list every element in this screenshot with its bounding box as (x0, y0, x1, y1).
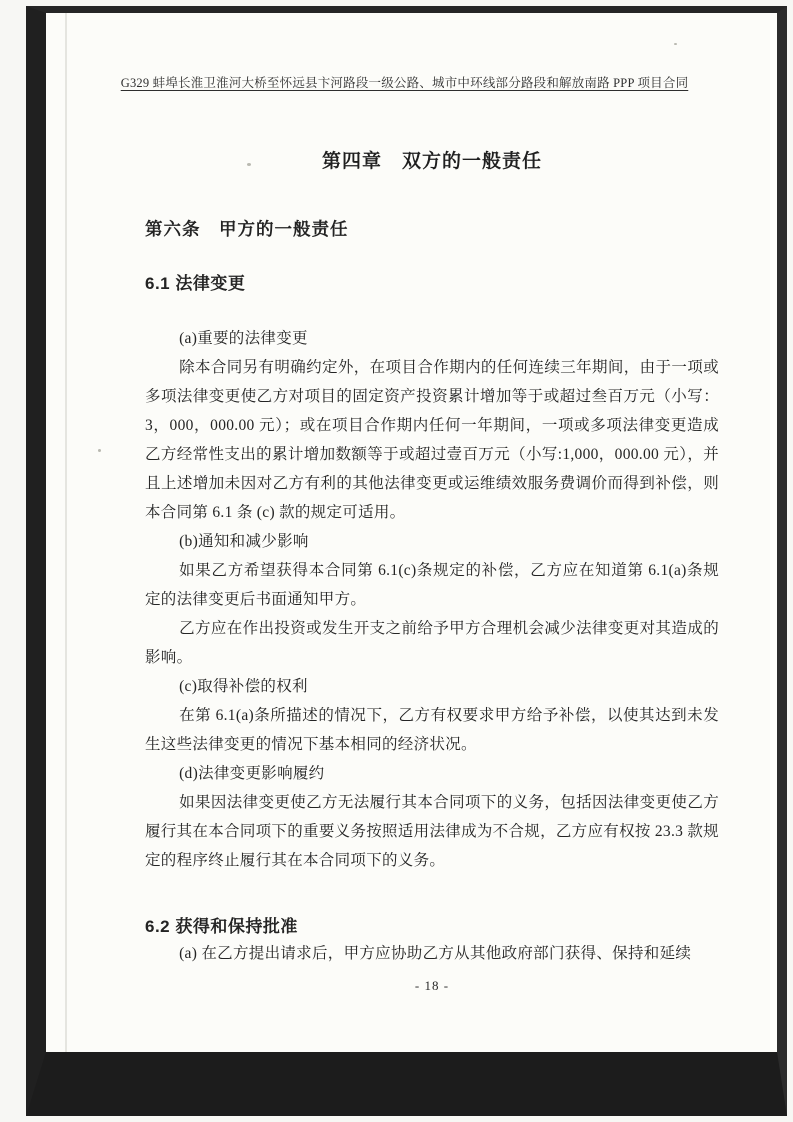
subsection-6-1-body (145, 324, 719, 875)
subsection-6-2-title: 6.2 获得和保持批准 (145, 917, 298, 936)
document-header-title: G329 蚌埠长淮卫淮河大桥至怀远县卞河路段一级公路、城市中环线部分路段和解放南路 PPP 项目合同 (120, 76, 689, 90)
clause-a-paragraph: 除本合同另有明确约定外，在项目合作期内的任何连续三年期间，由于一项或多项法律变更使乙方对项目的固定资产投资累计增加等于或超过叁百万元（小写：3，000，000.00 元）；或在项目合作期内任何一年期间，一项或多项法律变更造成乙方经常性支出的累计增加数额等于或超过壹百万元（小写:1,000，000.00 元），并且上述增加未因对乙方有利的其他法律变更或运维绩效服务费调价而得到补偿，则本合同第 6.1 条 (c) 款的规定可适用。 (145, 359, 719, 521)
clause-c-heading: (c)取得补偿的权利 (179, 678, 308, 695)
clause-6-2-a-paragraph: (a) 在乙方提出请求后，甲方应协助乙方从其他政府部门获得、保持和延续 (179, 945, 692, 962)
section-6-title: 第六条 甲方的一般责任 (145, 219, 349, 239)
scan-speck (247, 163, 251, 166)
page-edge-shadow (65, 13, 67, 1052)
clause-c-paragraph: 在第 6.1(a)条所描述的情况下，乙方有权要求甲方给予补偿，以使其达到未发生这些法律变更的情况下基本相同的经济状况。 (145, 707, 719, 753)
clause-d-heading: (d)法律变更影响履约 (179, 765, 325, 782)
scan-speck (98, 449, 101, 452)
chapter-title: 第四章 双方的一般责任 (321, 151, 542, 172)
page-content (46, 149, 777, 995)
clause-b-paragraph-2: 乙方应在作出投资或发生开支之前给予甲方合理机会减少法律变更对其造成的影响。 (145, 620, 719, 666)
clause-b-heading: (b)通知和减少影响 (179, 533, 309, 550)
page-number: - 18 - (414, 978, 450, 993)
clause-a-heading: (a)重要的法律变更 (179, 330, 308, 347)
subsection-6-1-title: 6.1 法律变更 (145, 274, 246, 293)
clause-b-paragraph-1: 如果乙方希望获得本合同第 6.1(c)条规定的补偿，乙方应在知道第 6.1(a)条规定的法律变更后书面通知甲方。 (145, 562, 719, 608)
document-page (46, 13, 777, 1052)
clause-d-paragraph: 如果因法律变更使乙方无法履行其本合同项下的义务，包括因法律变更使乙方履行其在本合同项下的重要义务按照适用法律成为不合规，乙方应有权按 23.3 款规定的程序终止履行其在本合同项下的义务。 (145, 794, 719, 869)
scan-speck (674, 43, 677, 45)
